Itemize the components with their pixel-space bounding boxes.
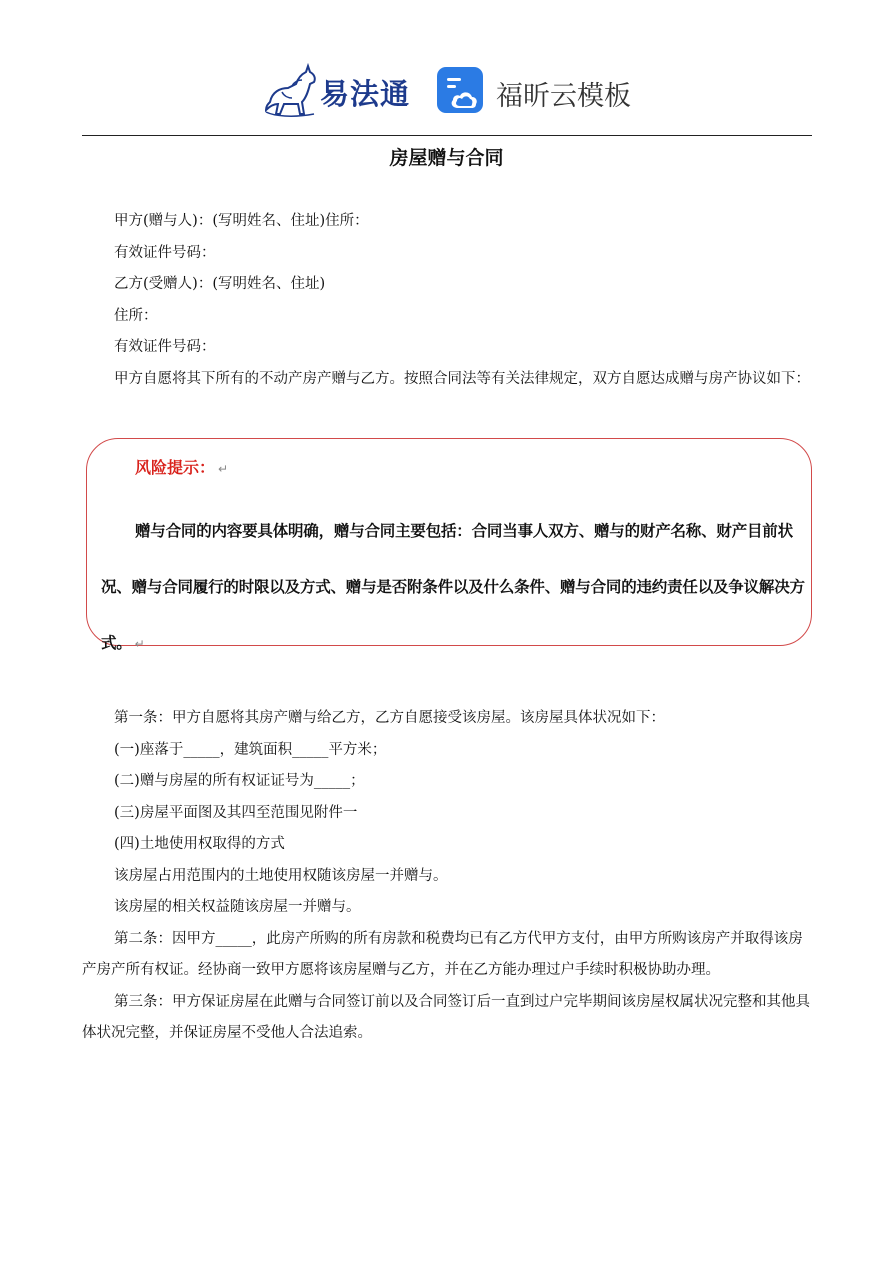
article-3: 第三条：甲方保证房屋在此赠与合同签订前以及合同签订后一直到过户完毕期间该房屋权属状况完整和其他具体状况完整，并保证房屋不受他人合法追索。 <box>82 993 810 1041</box>
fuxinyun-wordmark: 福昕云模板 <box>496 81 631 112</box>
clause-item: 该房屋占用范围内的土地使用权随该房屋一并赠与。 <box>114 867 448 884</box>
yifatong-logo <box>262 62 412 120</box>
document-title: 房屋赠与合同 <box>389 147 504 169</box>
clause-item: (三)房屋平面图及其四至范围见附件一 <box>114 804 358 821</box>
risk-warning-box <box>86 438 812 652</box>
document-header <box>0 58 893 122</box>
risk-warning-body: 赠与合同的内容要具体明确，赠与合同主要包括：合同当事人双方、赠与的财产名称、财产目前状况、赠与合同履行的时限以及方式、赠与是否附条件以及什么条件、赠与合同的违约责任以及争议解决方式。 ↵ <box>101 522 805 652</box>
cloud-doc-icon <box>436 66 486 116</box>
clause-item: (一)座落于_____，建筑面积_____平方米； <box>114 741 387 758</box>
yifatong-wordmark: 易法通 <box>320 77 411 111</box>
article-2: 第二条：因甲方_____，此房产所购的所有房款和税费均已有乙方代甲方支付，由甲方所购该房产并取得该房产房产所有权证。经协商一致甲方愿将该房屋赠与乙方，并在乙方能办理过户手续时积极协助办理。 <box>82 930 803 978</box>
party-info <box>82 206 812 395</box>
fuxinyun-logo <box>436 64 636 120</box>
article-1: 第一条：甲方自愿将其房产赠与给乙方，乙方自愿接受该房屋。该房屋具体状况如下： <box>114 710 665 726</box>
header-divider <box>82 135 812 136</box>
return-mark-icon: ↵ <box>134 637 145 651</box>
party-b-id-line: 有效证件号码： <box>114 339 216 355</box>
unicorn-horse-icon <box>262 62 322 120</box>
clause-item: 该房屋的相关权益随该房屋一并赠与。 <box>114 899 361 915</box>
clause-item: (二)赠与房屋的所有权证证号为_____； <box>114 773 365 789</box>
return-mark-icon: ↵ <box>218 462 229 476</box>
party-b-address-line: 住所： <box>114 307 158 324</box>
party-b-line: 乙方(受赠人)：(写明姓名、住址) <box>114 276 326 292</box>
party-a-id-line: 有效证件号码： <box>114 244 216 261</box>
clause-item: (四)土地使用权取得的方式 <box>114 836 285 852</box>
preamble-paragraph: 甲方自愿将其下所有的不动产房产赠与乙方。按照合同法等有关法律规定，双方自愿达成赠与房产协议如下： <box>114 370 810 387</box>
party-a-line: 甲方(赠与人)：(写明姓名、住址)住所： <box>114 213 369 229</box>
risk-warning-title: 风险提示： ↵ <box>135 458 229 477</box>
contract-clauses <box>82 703 812 1050</box>
